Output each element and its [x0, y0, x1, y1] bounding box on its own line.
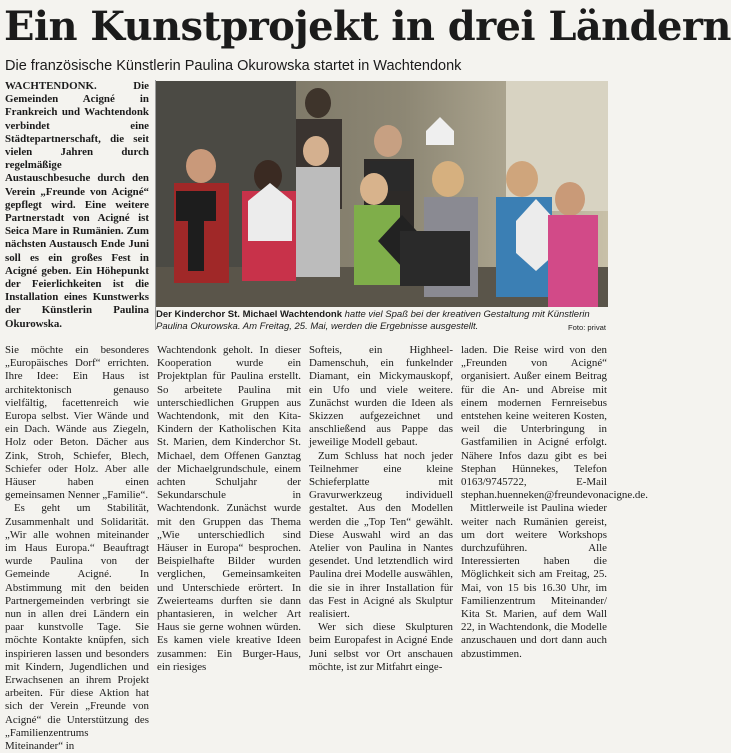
article-photo: [156, 81, 608, 307]
article-lead: [5, 80, 149, 331]
article-column-2: [157, 344, 301, 674]
body-paragraph: Mittlerweile ist Paulina wieder weiter nach Rumänien gereist, um dort weitere Workshops durchzuführen. Alle Interessierten haben die Möglichkeit sich am Freitag, 25. Mai, von 15 bis 16.30 Uhr, im Familienzentrum Miteinander/ Kita St. Marien, auf dem Wall 22, in Wachtendonk, die Modelle anzuschauen und dort dann auch abzustimmen.: [461, 502, 607, 660]
article-column-1: [5, 344, 149, 753]
article-headline: Ein Kunstprojekt in drei Ländern: [4, 3, 731, 50]
photo-credit: Foto: privat: [568, 322, 606, 332]
body-paragraph: Zum Schluss hat noch jeder Teilnehmer eine kleine Schieferplatte mit Gravurwerkzeug individuell gestaltet. Aus den Modellen werden die „Top Ten“ gewählt. Diese Auswahl wird an das Atelier von Paulina in Nantes gesendet. Und letztendlich wird Paulina drei Modelle auswählen, die sie in ihrer Installation für das Fest in Acigné als Skulptur realisiert.: [309, 449, 453, 621]
body-paragraph: Wachtendonk geholt. In dieser Kooperation wurde ein Projektplan für Paulina erstellt. So arbeitete Paulina mit unterschiedlichen Gruppen aus Wachtendonk, mit den Kita-Kindern der Katholischen Kita St. Marien, dem Kinderchor St. Michael, dem Offenen Ganztag der Michaelgrundschule, einem achten Schuljahr der Sekundarschule in Wachtendonk. Zunächst wurde mit den Gruppen das Thema „Wie unterschiedlich sind Häuser in Europa“ besprochen. Beispielhafte Bilder wurden verglichen, Gemeinsamkeiten und Unterschiede erörtert. In Zweierteams durften sie dann phantasieren, in welcher Art Haus sie gerne wohnen würden. Es kamen viele kreative Ideen zusammen: Ein Burger-Haus, ein riesiges: [157, 344, 301, 673]
caption-text: hatte viel Spaß bei der kreativen Gestaltung mit Künstlerin Paulina Okurowska. Am Freitag, 25. Mai, werden die Ergebnisse ausgestellt.: [156, 309, 590, 332]
article-column-4: [461, 344, 648, 661]
photo-children-art-project: [156, 81, 608, 307]
body-paragraph: laden. Die Reise wird von den „Freunden von Acigné“ organisiert. Außer einem Beitrag für die An- und Abreise mit einem modernen Fernreisebus entstehen keine weiteren Kosten, weil die Unterbringung in Gastfamilien in Acigné erfolgt. Nähere Infos dazu gibt es bei Stephan Hünnekes, Telefon 0163/9745722, E-Mail stephan.huenneken@freundevonacigne.de.: [461, 344, 648, 502]
body-paragraph: Softeis, ein Highheel-Damenschuh, ein funkelnder Diamant, ein Mickymauskopf, ein Ufo und viele weitere. Zunächst wurden die Ideen als Skizzen aufgezeichnet und anschließend aus Pappe das jeweilige Modell gebaut.: [309, 344, 453, 449]
article-subheadline: Die französische Künstlerin Paulina Okurowska startet in Wachtendonk: [5, 58, 462, 74]
body-paragraph: Sie möchte ein besonderes „Europäisches Dorf“ errichten. Ihre Idee: Ein Haus ist architektonisch genauso vielfältig, facettenreich wie Europa selbst. Vier Wände und ein Dach. Wände aus Ziegeln, Holz oder Beton. Dächer aus Zink, Stroh, Schiefer, Blech, Schiefer oder Holz. Aber alle Häuser haben einen gemeinsamen Nenner „Familie“.: [5, 344, 149, 502]
photo-caption: [156, 309, 608, 332]
body-paragraph: Es geht um Stabilität, Zusammenhalt und Solidarität. „Wir alle wohnen miteinander im Haus Europa.“ Beauftragt wurde Paulina von der Gemeinde Acigné. In Abstimmung mit den beiden Partnergemeinden verbringt sie nun in allen drei Ländern ein paar kunstvolle Tage. Sie möchte Kontakte knüpfen, sich inspirieren lassen und besonders mit Kindern, Jugendlichen und Erwachsenen an ihrem Projekt arbeiten. Für diese Aktion hat sich der Verein „Freunde von Acigné“ die Unterstützung des „Familienzentrums Miteinander“ in: [5, 502, 149, 753]
caption-title: Der Kinderchor St. Michael Wachtendonk: [156, 309, 342, 320]
article-column-3: [309, 344, 453, 674]
lead-paragraph: WACHTENDONK. Die Gemeinden Acigné in Frankreich und Wachtendonk verbindet eine Städtepartnerschaft, die seit vielen Jahren durch regelmäßige Austauschbesuche durch den Verein „Freunde von Acigné“ gepflegt wird. Eine weitere Partnerstadt von Acigné ist Seica Mare in Rumänien. Zum nächsten Austausch Ende Juni soll es ein großes Fest in Acigné geben. Ein Höhepunkt der Feierlichkeiten ist die Installation eines Kunstwerks der Künstlerin Paulina Okurowska.: [5, 80, 149, 330]
body-paragraph: Wer sich diese Skulpturen beim Europafest in Acigné Ende Juni selbst vor Ort anschauen möchte, ist zur Mitfahrt einge-: [309, 621, 453, 673]
